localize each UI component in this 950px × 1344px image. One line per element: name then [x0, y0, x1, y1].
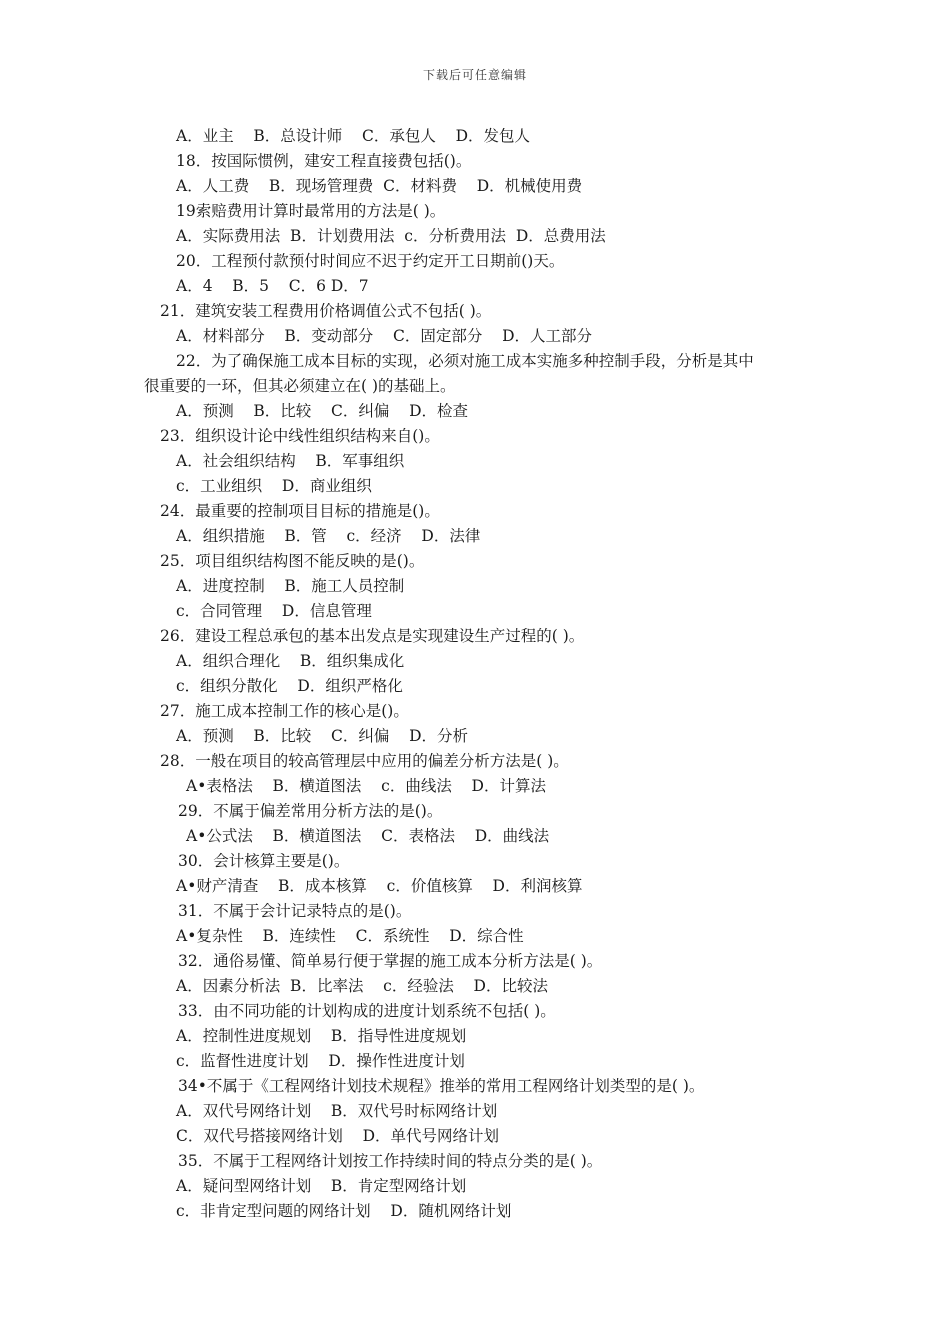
text-line: A．业主 B．总设计师 C．承包人 D．发包人 [176, 127, 530, 145]
text-line: A．组织措施 B．管 c．经济 D．法律 [176, 527, 481, 545]
text-line: C．双代号搭接网络计划 D．单代号网络计划 [176, 1127, 499, 1145]
text-line: A•公式法 B．横道图法 C．表格法 D．曲线法 [186, 827, 550, 845]
text-line: c．工业组织 D．商业组织 [176, 477, 372, 495]
text-line: 21．建筑安装工程费用价格调值公式不包括( )。 [160, 302, 492, 320]
text-line: A．预测 B．比较 C．纠偏 D．检查 [176, 402, 468, 420]
text-line: 很重要的一环，但其必须建立在( )的基础上。 [144, 377, 456, 395]
text-line: A．实际费用法 B．计划费用法 c．分析费用法 D．总费用法 [176, 227, 606, 245]
text-line: 25．项目组织结构图不能反映的是()。 [160, 552, 425, 570]
document-body [0, 124, 950, 1224]
text-line: 28．一般在项目的较高管理层中应用的偏差分析方法是( )。 [160, 752, 569, 770]
text-line: 18．按国际惯例，建安工程直接费包括()。 [176, 152, 472, 170]
text-line: 31．不属于会计记录特点的是()。 [178, 902, 412, 920]
text-line: A．4 B．5 C．6 D．7 [176, 277, 369, 295]
text-line: 22．为了确保施工成本目标的实现，必须对施工成本实施多种控制手段，分析是其中 [176, 352, 754, 370]
text-line: A•复杂性 B．连续性 C．系统性 D．综合性 [176, 927, 524, 945]
text-line: 27．施工成本控制工作的核心是()。 [160, 702, 409, 720]
text-line: 23．组织设计论中线性组织结构来自()。 [160, 427, 440, 445]
text-line: A．预测 B．比较 C．纠偏 D．分析 [176, 727, 468, 745]
text-line: A．社会组织结构 B．军事组织 [176, 452, 405, 470]
text-line: A．双代号网络计划 B．双代号时标网络计划 [176, 1102, 498, 1120]
text-line: A．组织合理化 B．组织集成化 [176, 652, 405, 670]
text-line: 35．不属于工程网络计划按工作持续时间的特点分类的是( )。 [178, 1152, 603, 1170]
text-line: A．疑问型网络计划 B．肯定型网络计划 [176, 1177, 467, 1195]
text-line: 20．工程预付款预付时间应不迟于约定开工日期前()天。 [176, 252, 565, 270]
text-line: c．非肯定型问题的网络计划 D．随机网络计划 [176, 1202, 512, 1220]
text-line: 29．不属于偏差常用分析方法的是()。 [178, 802, 443, 820]
text-line: A．材料部分 B．变动部分 C．固定部分 D．人工部分 [176, 327, 592, 345]
text-line: A．人工费 B．现场管理费 C．材料费 D．机械使用费 [176, 177, 583, 195]
text-line: A•表格法 B．横道图法 c．曲线法 D．计算法 [186, 777, 546, 795]
text-line: A•财产清查 B．成本核算 c．价值核算 D．利润核算 [176, 877, 583, 895]
text-line: 34•不属于《工程网络计划技术规程》推举的常用工程网络计划类型的是( )。 [178, 1077, 705, 1095]
text-line: 32．通俗易懂、简单易行便于掌握的施工成本分析方法是( )。 [178, 952, 603, 970]
text-line: 30．会计核算主要是()。 [178, 852, 350, 870]
text-line: 33．由不同功能的计划构成的进度计划系统不包括( )。 [178, 1002, 556, 1020]
text-line: 24．最重要的控制项目目标的措施是()。 [160, 502, 440, 520]
page-header: 下载后可任意编辑 [422, 68, 527, 82]
text-line: 19索赔费用计算时最常用的方法是( )。 [176, 202, 446, 220]
text-line: A．控制性进度规划 B．指导性进度规划 [176, 1027, 467, 1045]
text-line: A．进度控制 B．施工人员控制 [176, 577, 405, 595]
text-line: c．合同管理 D．信息管理 [176, 602, 372, 620]
text-line: c．监督性进度计划 D．操作性进度计划 [176, 1052, 465, 1070]
text-line: A．因素分析法 B．比率法 c．经验法 D．比较法 [176, 977, 548, 995]
text-line: 26．建设工程总承包的基本出发点是实现建设生产过程的( )。 [160, 627, 585, 645]
text-line: c．组织分散化 D．组织严格化 [176, 677, 403, 695]
